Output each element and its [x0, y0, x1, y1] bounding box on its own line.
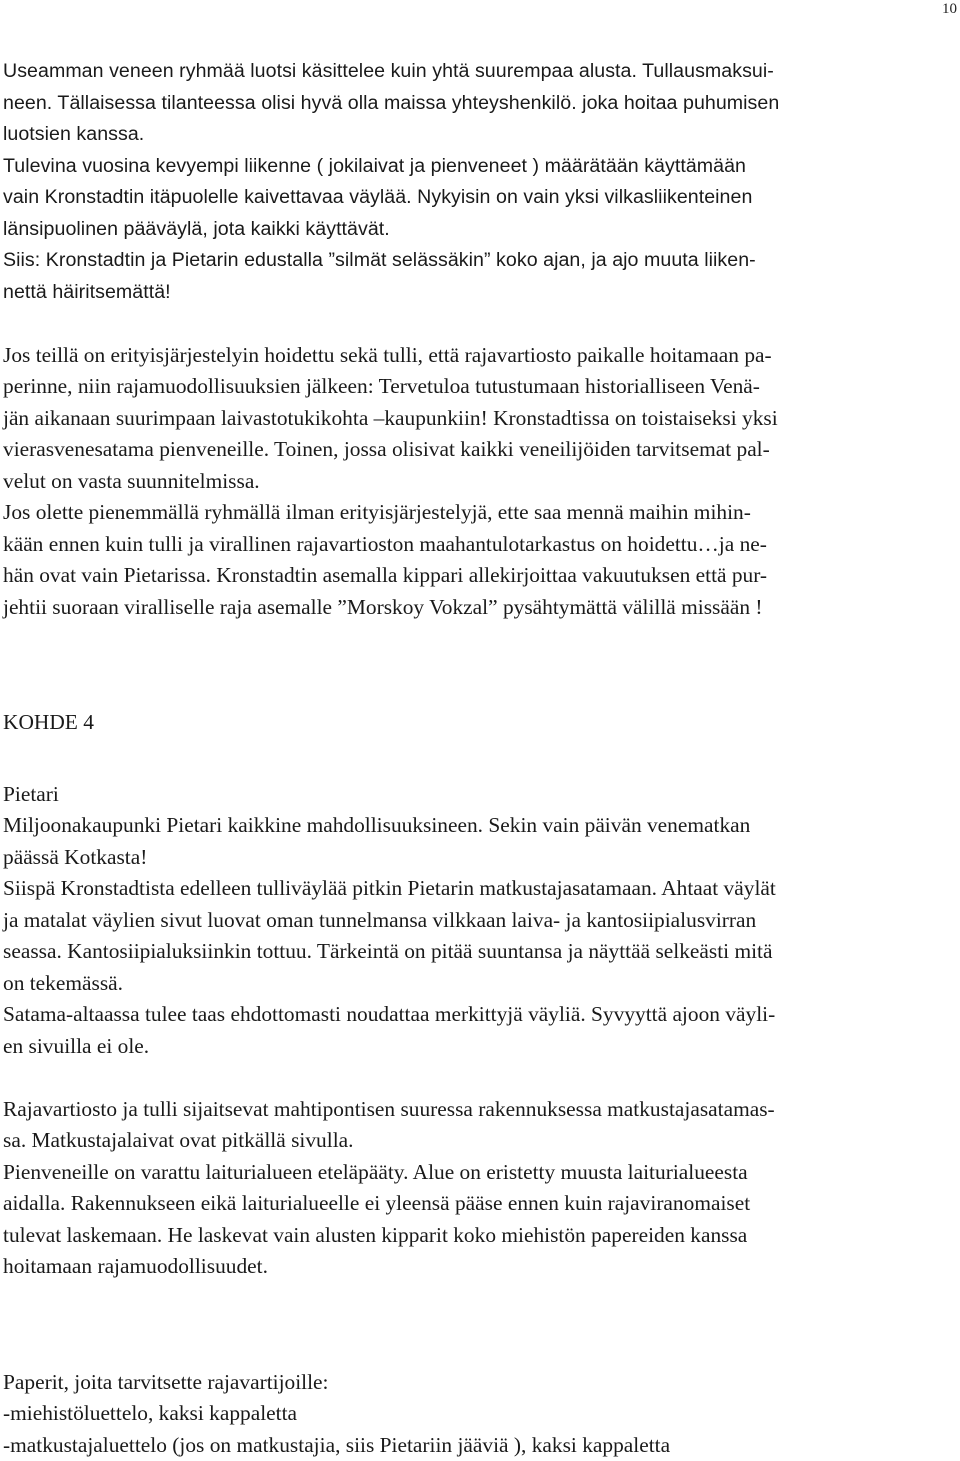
text-line: jehtii suoraan viralliselle raja asemalle ”Morskoy Vokzal” pysähtymättä välillä missään !: [3, 592, 955, 624]
paragraph-border-guard: [3, 1094, 955, 1283]
text-line: kään ennen kuin tulli ja virallinen rajavartioston maahantulotarkastus on hoidettu…ja ne-: [3, 529, 955, 561]
section-heading: KOHDE 4: [3, 707, 955, 739]
paragraph-pilot-traffic: [3, 56, 955, 308]
paragraph-gap: [3, 308, 955, 340]
text-line: Pienveneille on varattu laiturialueen eteläpääty. Alue on eristetty muusta laiturialueesta: [3, 1157, 955, 1189]
text-line: vierasvenesatama pienveneille. Toinen, jossa olisivat kaikki veneilijöiden tarvitsemat pal-: [3, 434, 955, 466]
list-item: -matkustajaluettelo (jos on matkustajia, siis Pietariin jääviä ), kaksi kappaletta: [3, 1430, 955, 1461]
text-line: länsipuolinen pääväylä, jota kaikki käyttävät.: [3, 214, 955, 246]
text-line: Siispä Kronstadtista edelleen tulliväylää pitkin Pietarin matkustajasatamaan. Ahtaat väylät: [3, 873, 955, 905]
text-line: velut on vasta suunnitelmissa.: [3, 466, 955, 498]
paragraph-papers: [3, 1367, 955, 1461]
text-line: jän aikanaan suurimpaan laivastotukikohta –kaupunkiin! Kronstadtissa on toistaiseksi yksi: [3, 403, 955, 435]
text-line: en sivuilla ei ole.: [3, 1031, 955, 1063]
text-line: seassa. Kantosiipialuksiinkin tottuu. Tärkeintä on pitää suuntansa ja näyttää selkeästi mitä: [3, 936, 955, 968]
text-line: on tekemässä.: [3, 968, 955, 1000]
section-heading-block: [3, 707, 955, 739]
heading-gap: [3, 739, 955, 779]
text-line: hoitamaan rajamuodollisuudet.: [3, 1251, 955, 1283]
text-line: päässä Kotkasta!: [3, 842, 955, 874]
list-item: -miehistöluettelo, kaksi kappaletta: [3, 1398, 955, 1430]
text-line: Tulevina vuosina kevyempi liikenne ( jokilaivat ja pienveneet ) määrätään käyttämään: [3, 151, 955, 183]
document-body: [3, 56, 955, 1461]
text-line: aidalla. Rakennukseen eikä laiturialueelle ei yleensä pääse ennen kuin rajaviranomaiset: [3, 1188, 955, 1220]
text-line: hän ovat vain Pietarissa. Kronstadtin asemalla kippari allekirjoittaa vakuutuksen että pur-: [3, 560, 955, 592]
section-gap: [3, 1283, 955, 1367]
subheading-pietari: Pietari: [3, 779, 955, 811]
text-line: ja matalat väylien sivut luovat oman tunnelmansa vilkkaan laiva- ja kantosiipialusvirran: [3, 905, 955, 937]
text-line: Useamman veneen ryhmää luotsi käsittelee kuin yhtä suurempaa alusta. Tullausmaksui-: [3, 56, 955, 88]
text-line: vain Kronstadtin itäpuolelle kaivettavaa väylää. Nykyisin on vain yksi vilkasliikenteinen: [3, 182, 955, 214]
text-line: Jos teillä on erityisjärjestelyin hoidettu sekä tulli, että rajavartiosto paikalle hoitamaan pa-: [3, 340, 955, 372]
text-line: Jos olette pienemmällä ryhmällä ilman erityisjärjestelyjä, ette saa mennä maihin mihin-: [3, 497, 955, 529]
text-line: Siis: Kronstadtin ja Pietarin edustalla ”silmät selässäkin” koko ajan, ja ajo muuta liiken-: [3, 245, 955, 277]
text-line: neen. Tällaisessa tilanteessa olisi hyvä olla maissa yhteyshenkilö. joka hoitaa puhumisen: [3, 88, 955, 120]
text-line: sa. Matkustajalaivat ovat pitkällä sivulla.: [3, 1125, 955, 1157]
text-line: Rajavartiosto ja tulli sijaitsevat mahtipontisen suuressa rakennuksessa matkustajasatamas-: [3, 1094, 955, 1126]
text-line: Miljoonakaupunki Pietari kaikkine mahdollisuuksineen. Sekin vain päivän venematkan: [3, 810, 955, 842]
text-line: tulevat laskemaan. He laskevat vain alusten kipparit koko miehistön papereiden kanssa: [3, 1220, 955, 1252]
paragraph-kronstadt: [3, 340, 955, 624]
section-gap: [3, 623, 955, 707]
paragraph-pietari: [3, 779, 955, 1063]
text-line: Paperit, joita tarvitsette rajavartijoille:: [3, 1367, 955, 1399]
paragraph-gap: [3, 1062, 955, 1094]
text-line: perinne, niin rajamuodollisuuksien jälkeen: Tervetuloa tutustumaan historialliseen Venä-: [3, 371, 955, 403]
text-line: nettä häiritsemättä!: [3, 277, 955, 309]
text-line: luotsien kanssa.: [3, 119, 955, 151]
text-line: Satama-altaassa tulee taas ehdottomasti noudattaa merkittyjä väyliä. Syvyyttä ajoon väyli-: [3, 999, 955, 1031]
page-number: 10: [942, 1, 957, 18]
